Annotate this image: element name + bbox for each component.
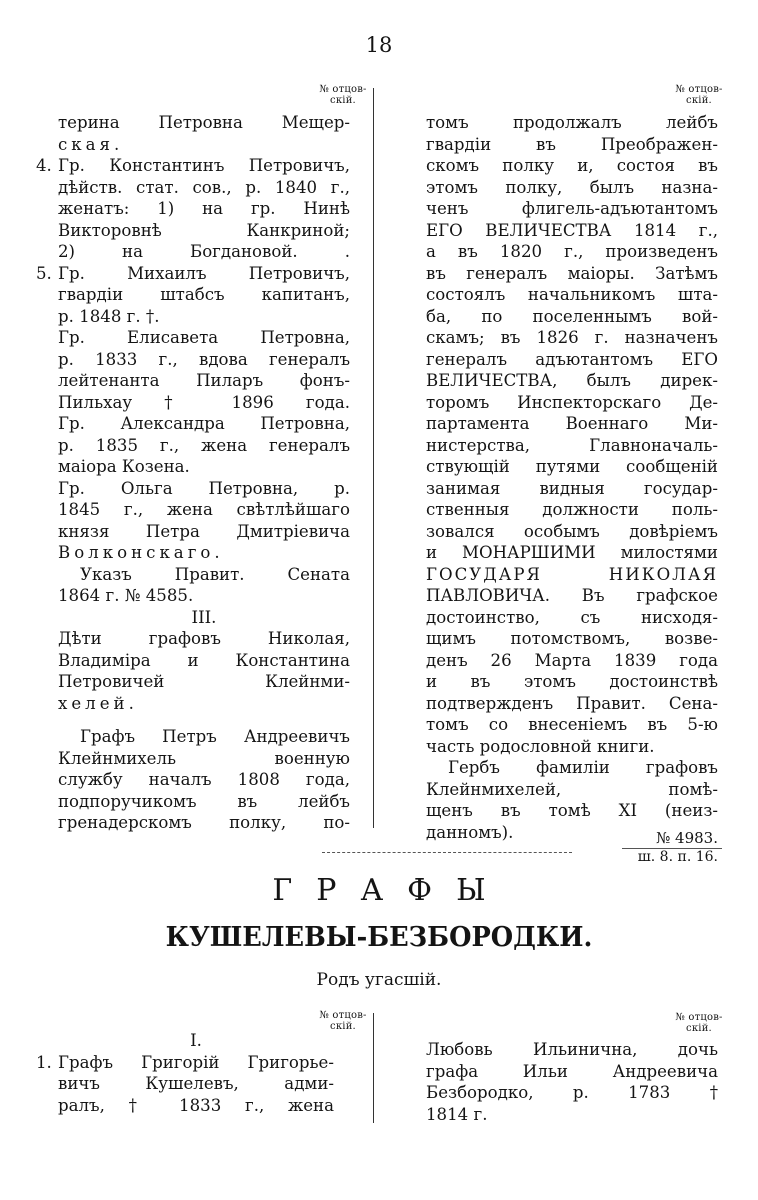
text-line: хелей. xyxy=(58,693,138,713)
text-line: 1845 г., жена свѣтлѣйшаго xyxy=(58,500,350,519)
text-line: женатъ: 1) на гр. Нинѣ xyxy=(58,199,350,218)
text-line: томъ со внесеніемъ въ 5-ю xyxy=(426,715,718,734)
bottom-left-column xyxy=(36,1030,334,1116)
text-line: ралъ, † 1833 г., жена xyxy=(58,1095,334,1115)
text-line: торомъ Инспекторскаго Де- xyxy=(426,392,718,412)
text-line: состоялъ начальникомъ шта- xyxy=(426,285,718,304)
text-line: Гр. Елисавета Петровна, xyxy=(58,328,350,347)
text-line: часть родословной книги. xyxy=(426,736,655,756)
section-roman: I. xyxy=(190,1031,202,1050)
text-line: гвардіи въ Преображен- xyxy=(426,134,718,154)
text-line: скомъ полку и, состоя въ xyxy=(426,156,718,175)
entry-number: 1. xyxy=(36,1052,52,1072)
text-line: генералъ адъютантомъ ЕГО xyxy=(426,349,718,369)
text-line: ПАВЛОВИЧА. Въ графское xyxy=(426,586,718,605)
text-line: 1864 г. № 4585. xyxy=(58,586,194,605)
text-line: гвардіи штабсъ капитанъ, xyxy=(58,285,350,304)
text-line: Владиміра и Константина xyxy=(58,650,350,670)
text-line: ГОСУДАРЯ НИКОЛАЯ xyxy=(426,564,718,584)
text-line: ВЕЛИЧЕСТВА, былъ дирек- xyxy=(426,371,718,390)
column-divider xyxy=(373,88,374,828)
text-line: Гр. Александра Петровна, xyxy=(58,414,350,433)
column-header-left: № отцов- скій. xyxy=(319,1010,367,1032)
text-line: князя Петра Дмитріевича xyxy=(58,521,350,541)
text-line: дѣйств. стат. сов., р. 1840 г., xyxy=(58,177,350,197)
text-line: 4. Гр. Константинъ Петровичъ, xyxy=(36,156,350,175)
column-header-right: № отцов- скій. xyxy=(675,1012,723,1034)
text-line: Клейнмихель военную xyxy=(58,748,350,768)
text-line: 5. Гр. Михаилъ Петровичъ, xyxy=(36,263,350,283)
text-line: скамъ; въ 1826 г. назначенъ xyxy=(426,328,718,347)
text-line: подпоручикомъ въ лейбъ xyxy=(58,791,350,811)
text-line: р. 1833 г., вдова генералъ xyxy=(58,349,350,369)
reference-underline xyxy=(622,848,722,849)
text-line: Указъ Правит. Сената xyxy=(80,564,350,584)
text-line: гренадерскомъ полку, по- xyxy=(58,813,350,832)
reference-number: № 4983. xyxy=(656,829,718,847)
text-line: ЕГО ВЕЛИЧЕСТВА 1814 г., xyxy=(426,220,718,240)
spacer xyxy=(58,714,350,726)
text-line: 1814 г. xyxy=(426,1104,488,1124)
text-line: ственныя должности поль- xyxy=(426,500,718,519)
text-line: зовался особымъ довѣріемъ xyxy=(426,521,718,541)
text-line: Петровичей Клейнми- xyxy=(58,672,350,691)
text-line: и въ этомъ достоинствѣ xyxy=(426,672,718,691)
text-line: Гр. Ольга Петровна, р. xyxy=(58,478,350,498)
text-line: Викторовнѣ Канкриной; xyxy=(58,220,350,240)
text-line: службу началъ 1808 года, xyxy=(58,770,350,789)
text-line: р. 1835 г., жена генералъ xyxy=(58,435,350,455)
text-line: Дѣти графовъ Николая, xyxy=(58,629,350,648)
family-name-heading: КУШЕЛЕВЫ-БЕЗБОРОДКИ. xyxy=(165,922,593,953)
family-status-note: Родъ угасшій. xyxy=(316,970,442,990)
text-line: Любовь Ильинична, дочь xyxy=(426,1040,718,1059)
right-column xyxy=(426,112,718,843)
text-line: 1. Графъ Григорій Григорье- xyxy=(36,1052,334,1072)
text-line: подтвержденъ Правит. Сена- xyxy=(426,693,718,713)
text-line: занимая видныя государ- xyxy=(426,478,718,498)
text-line: Безбородко, р. 1783 † xyxy=(426,1083,718,1102)
page-number: 18 xyxy=(365,33,393,57)
bottom-right-column xyxy=(426,1039,718,1125)
text-line: графа Ильи Андреевича xyxy=(426,1061,718,1081)
text-line: а въ 1820 г., произведенъ xyxy=(426,242,718,261)
section-divider xyxy=(322,852,572,853)
text-line: Клейнмихелей, помѣ- xyxy=(426,779,718,799)
text-line: ба, по поселеннымъ вой- xyxy=(426,306,718,326)
text-line: р. 1848 г. †. xyxy=(58,306,160,326)
entry-number: 4. xyxy=(36,156,52,175)
left-column xyxy=(36,112,350,834)
text-line: партамента Военнаго Ми- xyxy=(426,414,718,433)
text-line: и МОНАРШИМИ милостями xyxy=(426,543,718,562)
section-roman: III. xyxy=(191,607,217,627)
text-line: щимъ потомствомъ, возве- xyxy=(426,629,718,648)
text-line: въ генералъ маіоры. Затѣмъ xyxy=(426,263,718,283)
text-line: лейтенанта Пиларъ фонъ- xyxy=(58,371,350,390)
text-line: нистерства, Главноначаль- xyxy=(426,435,718,455)
section-title: ГРАФЫ xyxy=(272,873,510,908)
text-line: ченъ флигель-адъютантомъ xyxy=(426,199,718,218)
text-line: денъ 26 Марта 1839 года xyxy=(426,650,718,670)
text-line: Пильхау † 1896 года. xyxy=(58,392,350,412)
text-line: этомъ полку, былъ назна- xyxy=(426,177,718,197)
column-header-left: № отцов- скій. xyxy=(319,84,367,106)
column-divider-bottom xyxy=(373,1013,374,1123)
text-line: 2) на Богдановой. . xyxy=(58,242,350,261)
text-line: ствующій путями сообщеній xyxy=(426,457,718,476)
reference-location: ш. 8. п. 16. xyxy=(637,849,718,865)
text-line: Графъ Петръ Андреевичъ xyxy=(80,727,350,746)
entry-number: 5. xyxy=(36,263,52,283)
text-line: вичъ Кушелевъ, адми- xyxy=(58,1074,334,1093)
text-line: томъ продолжалъ лейбъ xyxy=(426,113,718,132)
text-line: данномъ). xyxy=(426,822,514,842)
text-line: терина Петровна Мещер- xyxy=(58,113,350,132)
column-header-right: № отцов- скій. xyxy=(675,84,723,106)
text-line: ская. xyxy=(58,134,124,154)
text-line: достоинство, съ нисходя- xyxy=(426,607,718,627)
text-line: маіора Козена. xyxy=(58,457,190,476)
text-line: Гербъ фамиліи графовъ xyxy=(448,758,718,777)
text-line: щенъ въ томѣ XI (неиз- xyxy=(426,801,718,820)
text-line: Волконскаго. xyxy=(58,543,224,562)
